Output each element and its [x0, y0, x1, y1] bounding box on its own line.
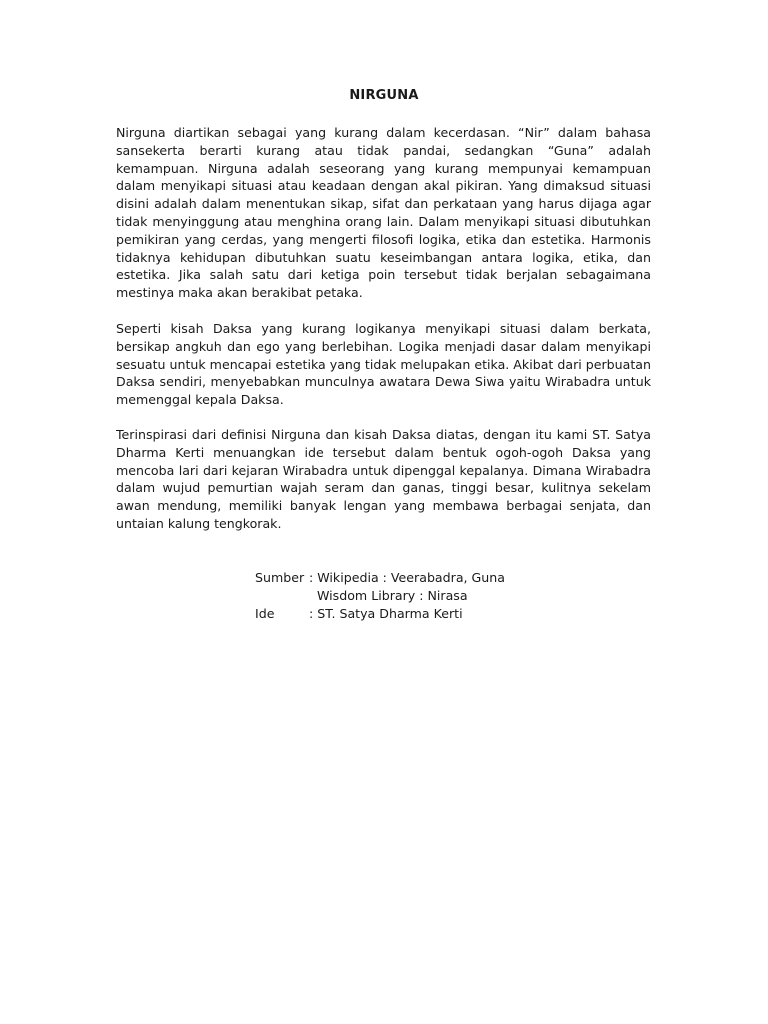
sumber-value-line2: Wisdom Library : Nirasa: [317, 588, 468, 603]
source-row-ide: [255, 605, 505, 623]
paragraph-2-text: Seperti kisah Daksa yang kurang logikanya menyikapi situasi dalam berkata, bersikap angkuh dan ego yang berlebihan. Logika menjadi dasar dalam menyikapi sesuatu untuk mencapai estetika yang tidak melupakan etika. Akibat dari perbuatan Daksa sendiri, menyebabkan munculnya awatara Dewa Siwa yaitu Wirabadra untuk memenggal kepala Daksa.: [116, 321, 652, 408]
ide-label: Ide: [255, 606, 275, 621]
paragraph-2: [116, 320, 651, 409]
ide-value: : ST. Satya Dharma Kerti: [309, 606, 463, 621]
paragraph-1-text: Nirguna diartikan sebagai yang kurang dalam kecerdasan. “Nir” dalam bahasa sansekerta berarti kurang atau tidak pandai, sedangkan “Guna” adalah kemampuan. Nirguna adalah seseorang yang kurang mempunyai kemampuan dalam menyikapi situasi atau keadaan dengan akal pikiran. Yang dimaksud situasi disini adalah dalam menentukan sikap, sifat dan perkataan yang harus dijaga agar tidak menyinggung atau menghina orang lain. Dalam menyikapi situasi dibutuhkan pemikiran yang cerdas, yang mengerti filosofi logika, etika dan estetika. Harmonis tidaknya kehidupan dibutuhkan suatu keseimbangan antara logika, etika, dan estetika. Jika salah satu dari ketiga poin tersebut tidak berjalan sebagaimana mestinya maka akan berakibat petaka.: [116, 125, 651, 301]
sumber-label: Sumber: [255, 570, 305, 585]
document-title: NIRGUNA: [349, 88, 419, 103]
paragraph-1: [116, 124, 651, 302]
source-row-sumber-2: [255, 587, 505, 605]
source-block: [255, 569, 505, 623]
paragraph-3: [116, 426, 651, 533]
source-row-sumber: [255, 569, 505, 587]
sumber-value-line1: : Wikipedia : Veerabadra, Guna: [309, 570, 505, 585]
paragraph-3-text: Terinspirasi dari definisi Nirguna dan kisah Daksa diatas, dengan itu kami ST. Satya Dharma Kerti menuangkan ide tersebut dalam bentuk ogoh-ogoh Daksa yang mencoba lari dari kejaran Wirabadra untuk dipenggal kepalanya. Dimana Wirabadra dalam wujud pemurtian wajah seram dan ganas, tinggi besar, kulitnya sekelam awan mendung, memiliki banyak lengan yang membawa berbagai senjata, dan untaian kalung tengkorak.: [116, 427, 651, 531]
